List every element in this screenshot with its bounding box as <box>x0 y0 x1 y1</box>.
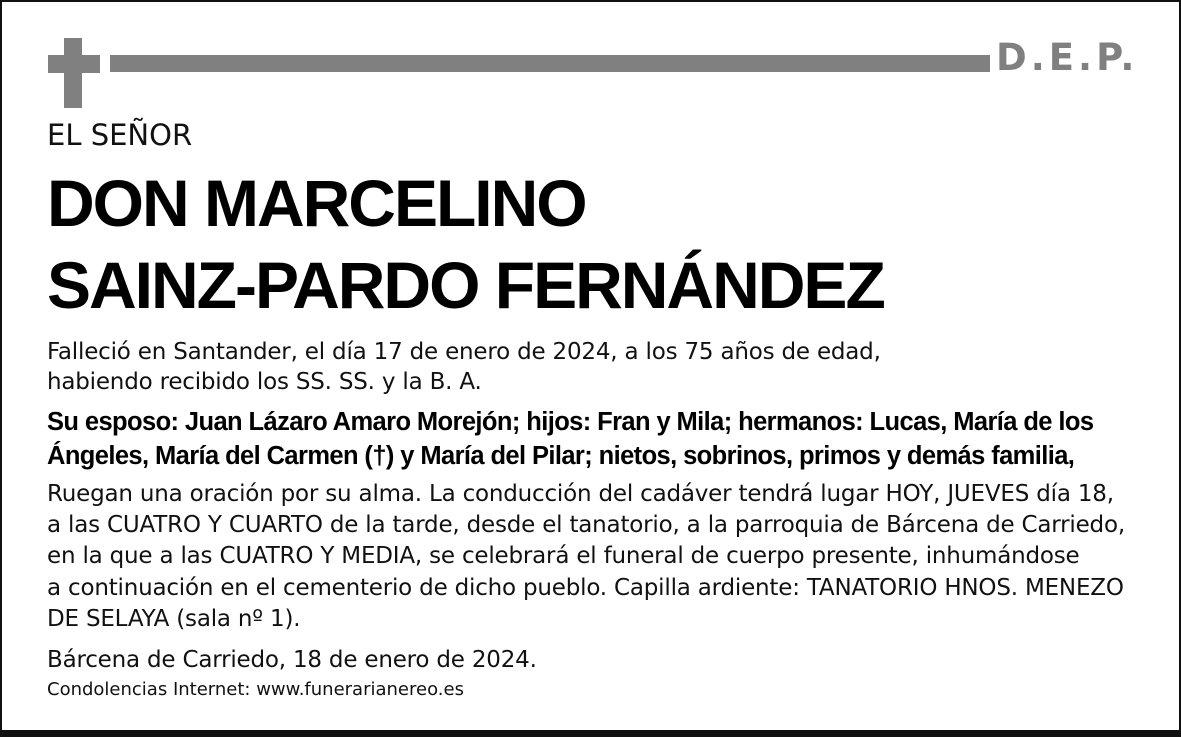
announcement-line: en la que a las CUATRO Y MEDIA, se celebrará el funeral de cuerpo presente, inhumándose <box>47 543 1080 569</box>
cross-icon <box>48 38 100 108</box>
condolences-line: Condolencias Internet: www.funerarianereo.es <box>47 679 464 700</box>
header-rule <box>110 55 990 72</box>
place-date: Bárcena de Carriedo, 18 de enero de 2024. <box>47 647 537 673</box>
announcement-line: a las CUATRO Y CUARTO de la tarde, desde el tanatorio, a la parroquia de Bárcena de Carriedo, <box>47 512 1125 538</box>
death-info-line: Falleció en Santander, el día 17 de enero de 2024, a los 75 años de edad, <box>47 339 881 365</box>
family-line: Ángeles, María del Carmen (†) y María del Pilar; nietos, sobrinos, primos y demás familia, <box>47 442 1075 470</box>
deceased-name-line-2: SAINZ-PARDO FERNÁNDEZ <box>47 248 884 322</box>
announcement-line: Ruegan una oración por su alma. La conducción del cadáver tendrá lugar HOY, JUEVES día 18, <box>47 481 1114 507</box>
family-line: Su esposo: Juan Lázaro Amaro Morejón; hijos: Fran y Mila; hermanos: Lucas, María de los <box>47 408 1094 436</box>
death-info-line: habiendo recibido los SS. SS. y la B. A. <box>47 369 482 395</box>
announcement-line: DE SELAYA (sala nº 1). <box>47 606 301 632</box>
announcement-line: a continuación en el cementerio de dicho pueblo. Capilla ardiente: TANATORIO HNOS. MENEZO <box>47 575 1124 601</box>
title-el-senor: EL SEÑOR <box>47 118 193 152</box>
dep-label: D.E.P. <box>996 36 1139 79</box>
deceased-name-line-1: DON MARCELINO <box>47 166 586 240</box>
